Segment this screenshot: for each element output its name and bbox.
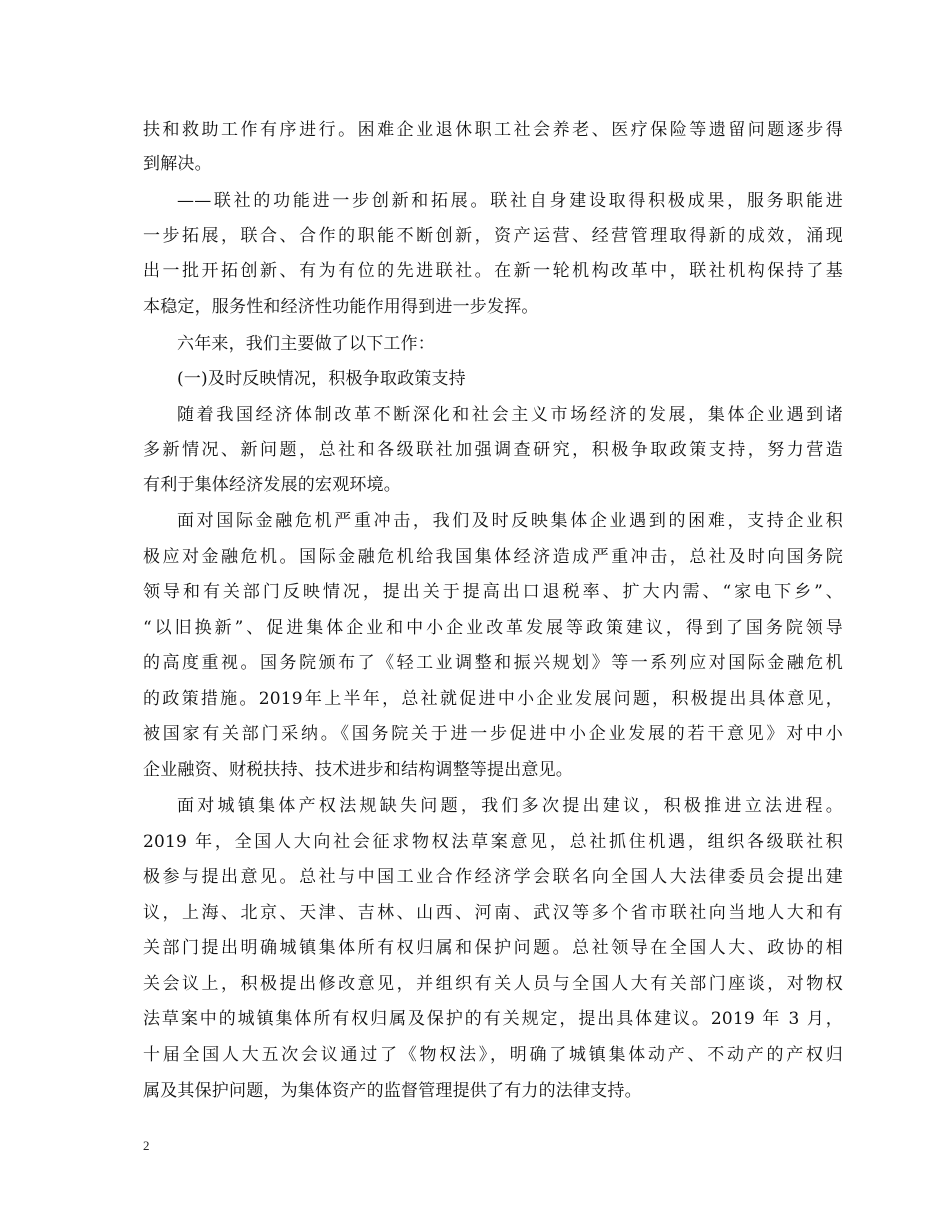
text-line: 出一批开拓创新、有为有位的先进联社。在新一轮机构改革中，联社机构保持了基 <box>143 261 843 281</box>
text-line: 2019 年，全国人大向社会征求物权法草案意见，总社抓住机遇，组织各级联社积 <box>143 832 843 852</box>
text-line: 被国家有关部门采纳。《国务院关于进一步促进中小企业发展的若干意见》对中小 <box>143 724 843 744</box>
section-heading: (一)及时反映情况，积极争取政策支持 <box>177 369 466 389</box>
page-number: 2 <box>143 1138 150 1153</box>
text-line: 属及其保护问题，为集体资产的监督管理提供了有力的法律支持。 <box>143 1081 642 1101</box>
text-line: 企业融资、财税扶持、技术进步和结构调整等提出意见。 <box>143 760 573 780</box>
text-line: ——联社的功能进一步创新和拓展。联社自身建设取得积极成果，服务职能进 <box>177 191 843 211</box>
text-line: 关部门提出明确城镇集体所有权归属和保护问题。总社领导在全国人大、政协的相 <box>143 938 843 958</box>
text-line: 到解决。 <box>143 154 212 174</box>
text-line: 议，上海、北京、天津、吉林、山西、河南、武汉等多个省市联社向当地人大和有 <box>143 903 843 923</box>
text-line: 的政策措施。2019年上半年，总社就促进中小企业发展问题，积极提出具体意见， <box>143 689 843 709</box>
text-line: 面对国际金融危机严重冲击，我们及时反映集体企业遇到的困难，支持企业积 <box>177 511 843 531</box>
text-line: 的高度重视。国务院颁布了《轻工业调整和振兴规划》等一系列应对国际金融危机 <box>143 653 843 673</box>
text-line: 多新情况、新问题，总社和各级联社加强调查研究，积极争取政策支持，努力营造 <box>143 440 843 460</box>
text-line: 有利于集体经济发展的宏观环境。 <box>143 475 401 495</box>
text-line: 法草案中的城镇集体所有权归属及保护的有关规定，提出具体建议。2019 年 3 月， <box>143 1009 843 1029</box>
text-line: 面对城镇集体产权法规缺失问题，我们多次提出建议，积极推进立法进程。 <box>177 796 843 816</box>
text-line: 领导和有关部门反映情况，提出关于提高出口退税率、扩大内需、“家电下乡”、 <box>143 582 843 602</box>
text-line: 随着我国经济体制改革不断深化和社会主义市场经济的发展，集体企业遇到诸 <box>177 405 843 425</box>
text-line: 十届全国人大五次会议通过了《物权法》，明确了城镇集体动产、不动产的产权归 <box>143 1045 843 1065</box>
text-line: 六年来，我们主要做了以下工作： <box>177 334 435 354</box>
text-line: 一步拓展，联合、合作的职能不断创新，资产运营、经营管理取得新的成效，涌现 <box>143 226 843 246</box>
text-line: 极应对金融危机。国际金融危机给我国集体经济造成严重冲击，总社及时向国务院 <box>143 547 843 567</box>
text-line: 本稳定，服务性和经济性功能作用得到进一步发挥。 <box>143 297 539 317</box>
text-line: “以旧换新”、促进集体企业和中小企业改革发展等政策建议，得到了国务院领导 <box>143 618 843 638</box>
text-line: 扶和救助工作有序进行。困难企业退休职工社会养老、医疗保险等遗留问题逐步得 <box>143 120 843 140</box>
text-line: 关会议上，积极提出修改意见，并组织有关人员与全国人大有关部门座谈，对物权 <box>143 974 843 994</box>
text-line: 极参与提出意见。总社与中国工业合作经济学会联名向全国人大法律委员会提出建 <box>143 867 843 887</box>
